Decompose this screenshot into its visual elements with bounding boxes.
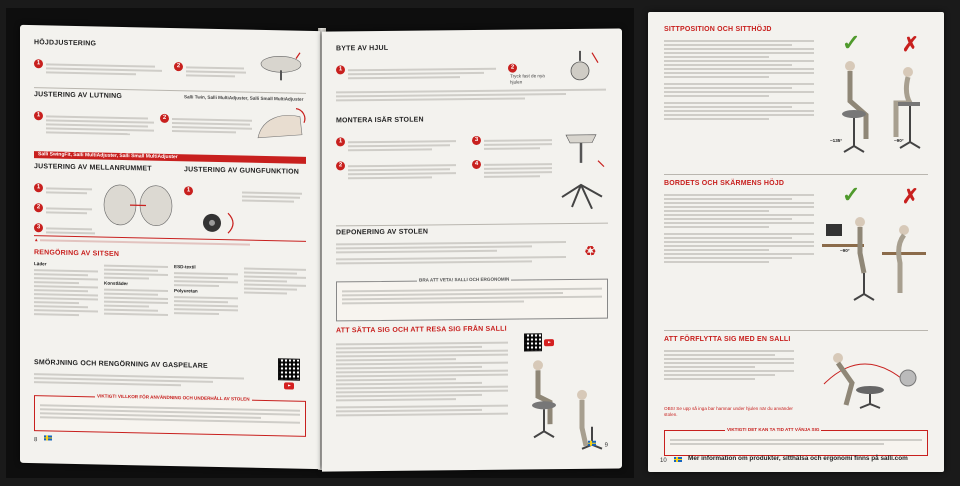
incorrect-cross-icon: ✗: [902, 34, 919, 56]
step-number: 2: [508, 64, 517, 73]
single-page: [648, 12, 944, 472]
ergonomics-label: BRA ATT VETA! SALLI OCH ERGONOMIN: [419, 276, 510, 283]
correct-checkmark-icon: ✓: [842, 30, 861, 55]
heading-sit-stand: ATT SÄTTA SIG OCH ATT RESA SIG FRÅN SALLI: [336, 325, 507, 335]
heading-desk-height: BORDETS OCH SKÄRMENS HÖJD: [664, 180, 785, 187]
page-number-right: 9: [604, 442, 608, 449]
step-number: 3: [472, 136, 481, 145]
warranty-box: [34, 395, 306, 437]
incorrect-cross-icon: ✗: [902, 186, 919, 208]
heading-disposal: DEPONERING AV STOLEN: [336, 228, 429, 237]
swedish-flag-icon: [588, 441, 596, 446]
seat-gap-illustration: [98, 178, 178, 230]
heading-cleaning: RENGÖRING AV SITSEN: [34, 249, 120, 258]
qr-code[interactable]: [524, 333, 542, 351]
swedish-flag-icon: [674, 457, 682, 462]
person-sitting-illustration: [520, 355, 610, 456]
heading-tilt: JUSTERING AV LUTNING: [34, 91, 123, 100]
obs-note: OBS! Se upp så inga bar hamnar under hjulen när du använder stolen.: [664, 406, 793, 417]
youtube-icon[interactable]: [544, 339, 554, 346]
adjustment-period-box: [664, 427, 928, 456]
step-number: 2: [336, 161, 345, 170]
step-number: 1: [336, 65, 345, 74]
step-number: 1: [336, 137, 345, 146]
correct-checkmark-icon: ✓: [842, 182, 861, 207]
step-number: 1: [34, 111, 43, 120]
page-number-left: 8: [34, 437, 38, 444]
ergonomics-box: [336, 276, 608, 322]
faux-leather-label: Konstläder: [104, 280, 128, 287]
disassemble-illustration: [556, 121, 610, 218]
tilt-models: Salli Twin, Salli MultiAdjuster, Salli Small MultiAdjuster: [184, 94, 304, 102]
heading-height-adjust: HÖJDJUSTERING: [34, 39, 97, 48]
recycle-icon: ♻: [584, 242, 597, 259]
adjustment-label: VIKTIGT! DET KAN TA TID ATT VÄNJA SIG: [727, 427, 820, 432]
step-number: 1: [34, 183, 43, 192]
youtube-icon[interactable]: [284, 382, 294, 389]
posture-comparison-illustration: [820, 56, 930, 166]
chair-lever-illustration: [256, 50, 306, 83]
open-booklet: [6, 8, 634, 478]
step-number: 2: [160, 114, 169, 123]
heading-swing: JUSTERING AV GUNGFUNKTION: [184, 166, 300, 176]
page-number-third: 10: [660, 458, 667, 464]
polyurethane-label: Polyuretan: [174, 288, 198, 294]
angle-label-135: ~135°: [830, 138, 843, 143]
heading-sitting-position: SITTPOSITION OCH SITTHÖJD: [664, 26, 772, 33]
step-number: 2: [174, 62, 183, 71]
swedish-flag-icon: [44, 435, 52, 440]
models-bar: Salli SwingFit, Salli MultiAdjuster, Salli Small MultiAdjuster: [34, 151, 306, 164]
heading-gas-spring: SMÖRJNING OCH RENGÖRNING AV GASPELARE: [34, 359, 208, 370]
right-page: [322, 28, 622, 471]
step-number: 4: [472, 160, 481, 169]
step-number: 3: [34, 223, 43, 232]
angle-label-90: ~90°: [894, 138, 904, 143]
angle-label-desk: ~90°: [840, 248, 850, 253]
left-page: HÖJDJUSTERING 1 2 JUSTERING AV LUTNING Salli Twin, Salli MultiAdjuster, Salli Small MultiAdjuster 1 2 Salli SwingFit, Salli MultiAdjuster, Salli Small MultiAdjuster JUSTERING AV MELLANRUMMET 1 2 3 JUSTERING AV GUNGFUNKTION 1 ▲ RENGÖRING AV SITSEN Läder Konstläder ESD-textil Polyuretan SMÖRJNING OCH RENGÖRNING AV GASPELARE VIKTIGT! VILLKOR FÖR ANVÄNDNING OCH UNDERHÅLL AV STOLEN 8: [20, 25, 320, 469]
warranty-label: VIKTIGT! VILLKOR FÖR ANVÄNDNING OCH UNDERHÅLL AV STOLEN: [97, 393, 250, 402]
heading-wheels: BYTE AV HJUL: [336, 44, 389, 53]
footer-more-info: Mer information om produkter, sitthälsa och ergonomi finns på salli.com: [688, 455, 908, 462]
leather-label: Läder: [34, 261, 47, 267]
hand-tilt-illustration: [252, 104, 308, 149]
desk-posture-illustration: [820, 208, 930, 308]
esd-label: ESD-textil: [174, 264, 196, 270]
moving-chair-illustration: [804, 344, 928, 414]
wheel-note: Tryck fast de nya hjulen: [510, 73, 545, 85]
heading-disassemble: MONTERA ISÄR STOLEN: [336, 116, 424, 125]
step-number: 1: [184, 186, 193, 195]
heading-move-with-salli: ATT FÖRFLYTTA SIG MED EN SALLI: [664, 336, 791, 343]
step-number: 2: [34, 203, 43, 212]
heading-gap: JUSTERING AV MELLANRUMMET: [34, 163, 152, 173]
step-number: 1: [34, 59, 43, 68]
wheel-illustration: [562, 47, 608, 83]
knob-illustration: [194, 203, 254, 244]
qr-code[interactable]: [278, 358, 300, 380]
